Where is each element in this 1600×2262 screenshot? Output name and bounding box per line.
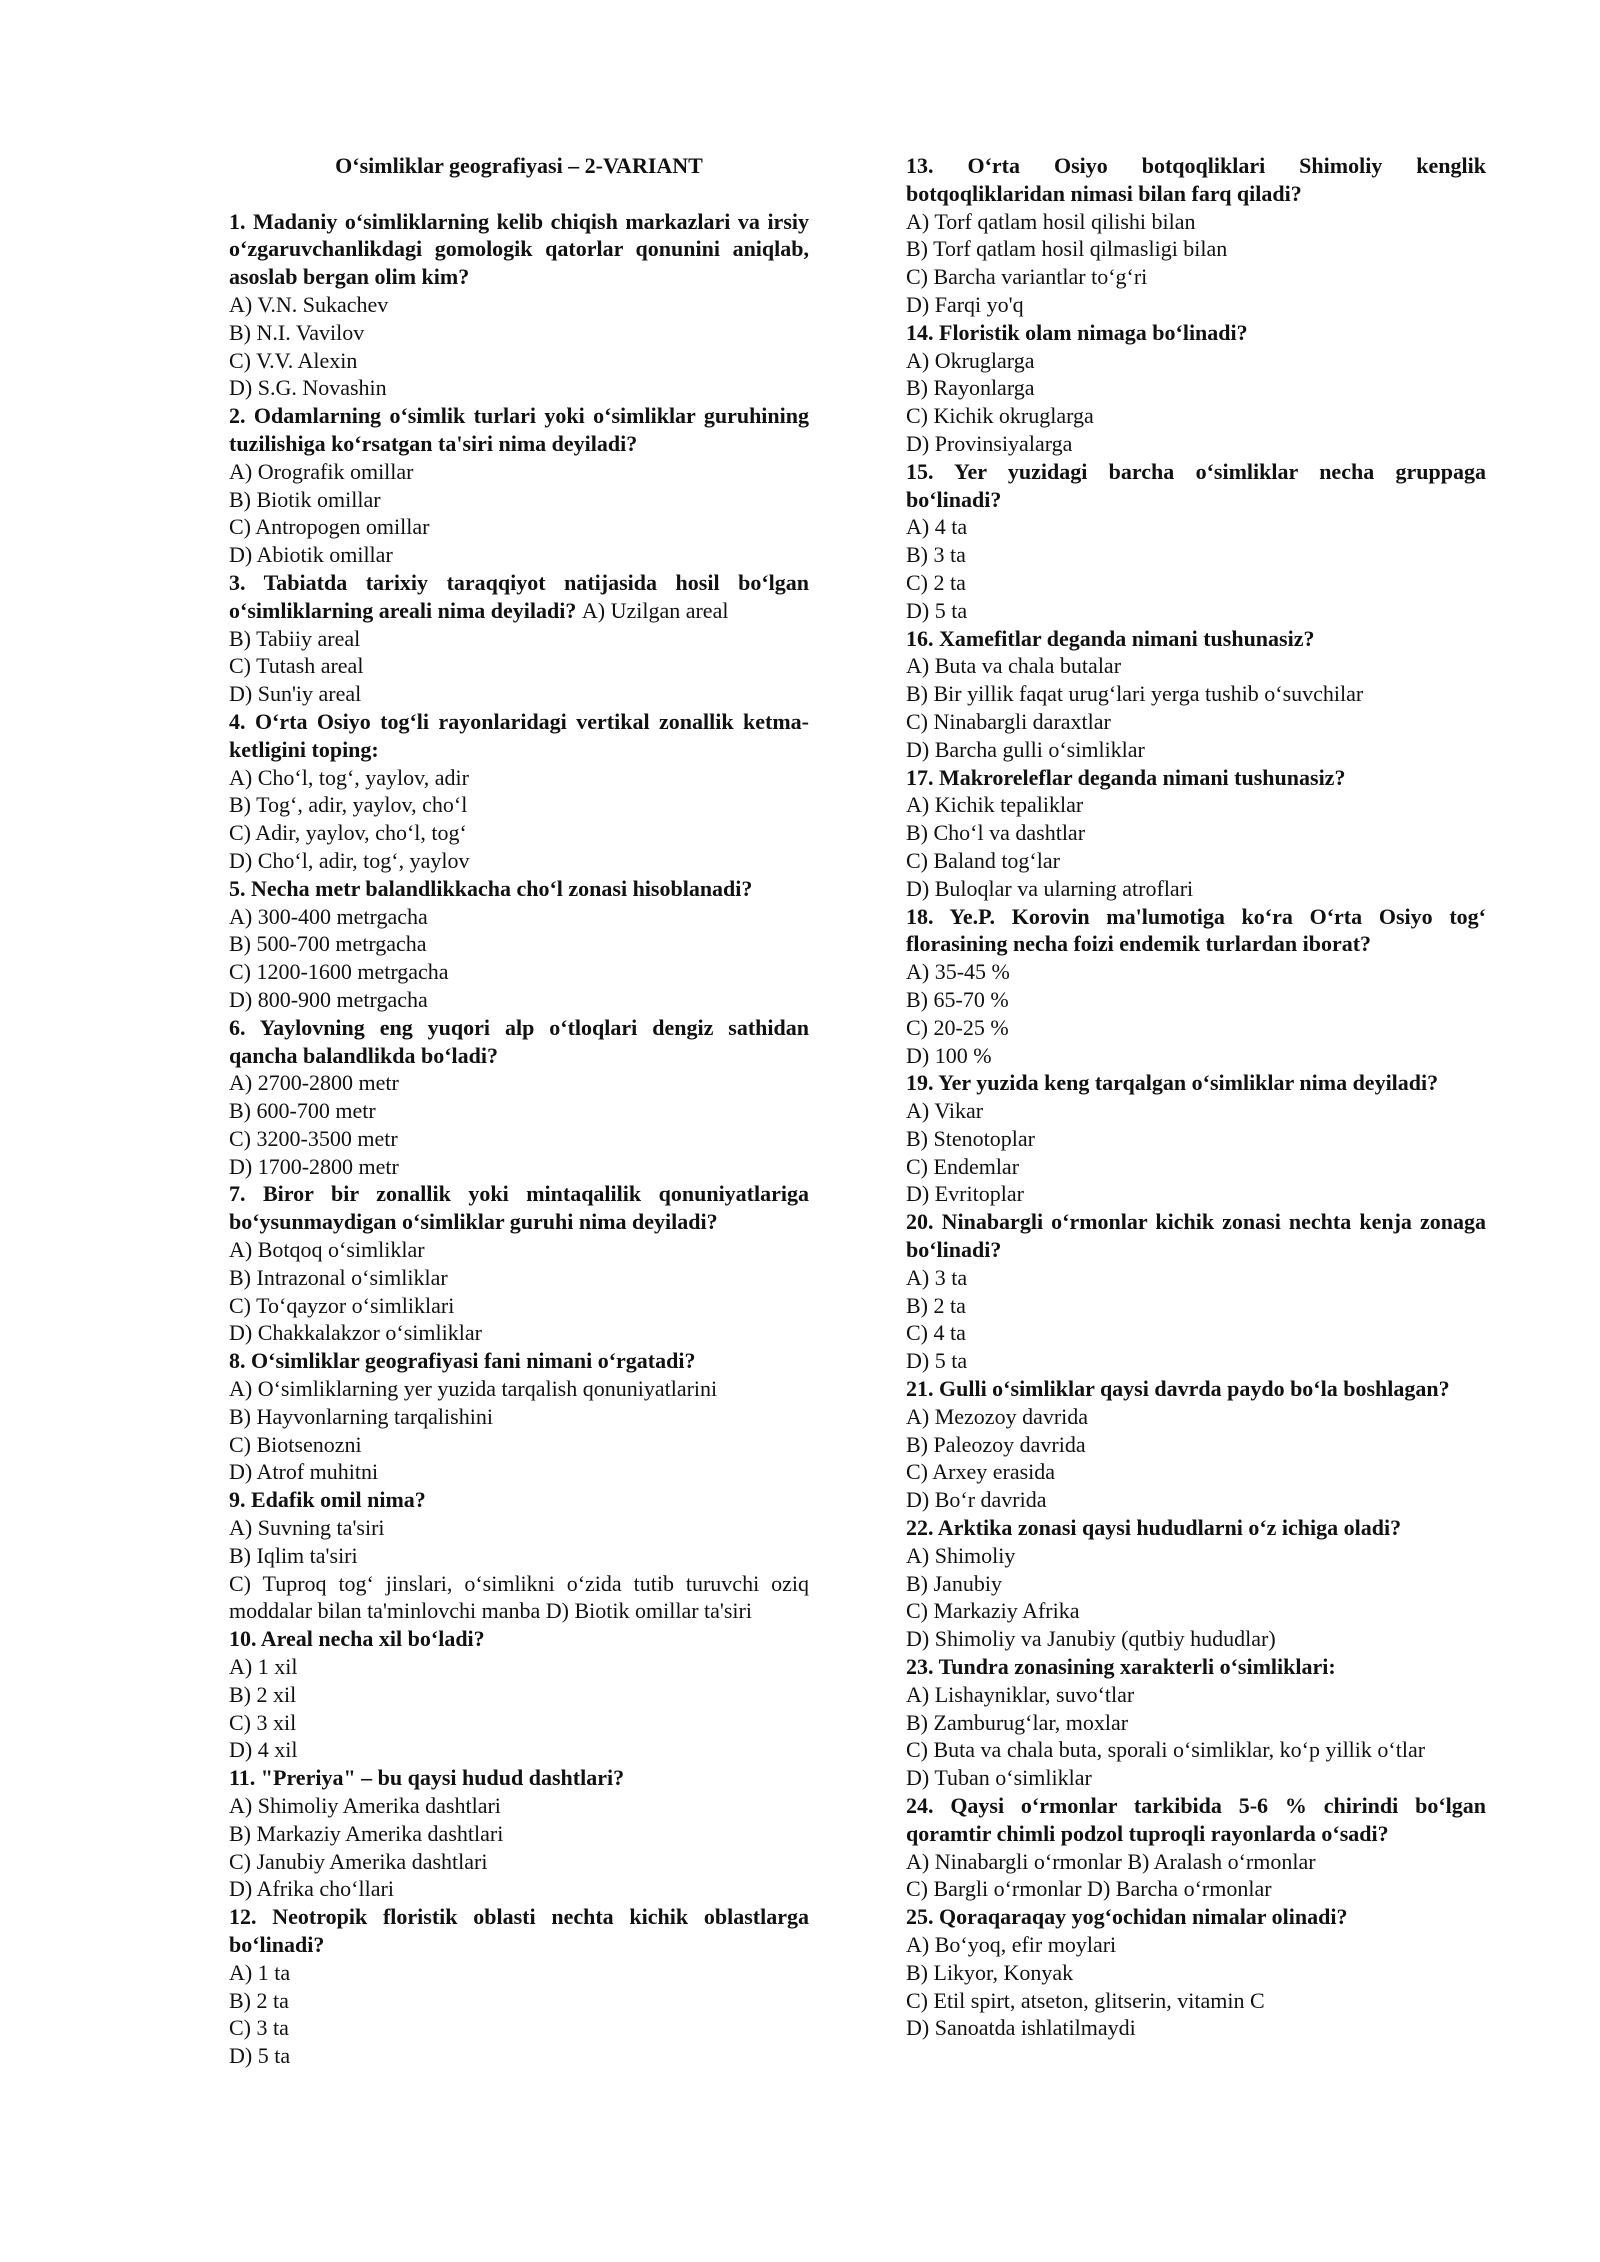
question-label: 9. Edafik omil nima? <box>229 1487 426 1513</box>
question-block <box>229 1625 809 1764</box>
question-block <box>229 569 809 708</box>
answer-option: D) Barcha gulli o‘simliklar <box>906 736 1145 762</box>
answer-option: C) Tutash areal <box>229 653 364 679</box>
question-text <box>906 1208 1486 1264</box>
question-label: 5. Necha metr balandlikkacha cho‘l zonasi hisoblanadi? <box>229 875 753 901</box>
question-label: 14. Floristik olam nimaga bo‘linadi? <box>906 319 1248 345</box>
question-label: 10. Areal necha xil bo‘ladi? <box>229 1626 485 1652</box>
answer-option: B) Cho‘l va dashtlar <box>906 820 1086 846</box>
answer-option: A) Buta va chala butalar <box>906 653 1122 679</box>
question-block <box>229 708 809 875</box>
answer-option: C) V.V. Alexin <box>229 347 358 373</box>
question-text <box>229 402 809 458</box>
answer-option: C) Kichik okruglarga <box>906 403 1094 429</box>
answer-option: B) 600-700 metr <box>229 1098 376 1124</box>
answer-option: A) 1 ta <box>229 1959 291 1985</box>
question-block <box>229 1764 809 1903</box>
question-label: 22. Arktika zonasi qaysi hududlarni o‘z ichiga oladi? <box>906 1515 1402 1541</box>
answer-option: A) Kichik tepaliklar <box>906 792 1084 818</box>
question-text <box>906 152 1486 208</box>
question-text <box>906 458 1486 514</box>
answer-option: B) Iqlim ta'siri <box>229 1542 358 1568</box>
answer-option: C) Ninabargli daraxtlar <box>906 708 1111 734</box>
question-label: 17. Makroreleflar deganda nimani tushunasiz? <box>906 764 1346 790</box>
question-text <box>229 708 809 764</box>
answer-option: C) Markaziy Afrika <box>906 1598 1080 1624</box>
question-block <box>906 764 1486 903</box>
question-text <box>906 1903 1486 1931</box>
question-label: 1. Madaniy o‘simliklarning kelib chiqish markazlari va irsiy o‘zgaruvchanlikdagi gomologik qatorlar qonunini aniqlab, asoslab bergan olim kim? <box>229 208 809 290</box>
question-label: 7. Biror bir zonallik yoki mintaqalilik qonuniyatlariga bo‘ysunmaydigan o‘simliklar guruhi nima deyiladi? <box>229 1181 809 1235</box>
answer-option: C) Antropogen omillar <box>229 514 430 540</box>
answer-option: D) Atrof muhitni <box>229 1459 379 1485</box>
question-text <box>906 1069 1486 1097</box>
answer-option: A) Cho‘l, tog‘, yaylov, adir <box>229 764 469 790</box>
question-block <box>906 1208 1486 1375</box>
answer-option: A) 35-45 % <box>906 959 1010 985</box>
question-label: 8. O‘simliklar geografiyasi fani nimani o‘rgatadi? <box>229 1348 696 1374</box>
answer-option: D) Sanoatda ishlatilmaydi <box>906 2015 1136 2041</box>
answer-option: B) Paleozoy davrida <box>906 1431 1086 1457</box>
question-block <box>906 152 1486 319</box>
answer-option: A) 4 ta <box>906 514 968 540</box>
answer-option: A) Suvning ta'siri <box>229 1515 385 1541</box>
answer-option: A) Botqoq o‘simliklar <box>229 1237 425 1263</box>
answer-option: B) Tabiiy areal <box>229 625 361 651</box>
answer-option: D) 800-900 metrgacha <box>229 986 428 1012</box>
answer-option: C) To‘qayzor o‘simliklari <box>229 1292 455 1318</box>
question-block <box>229 208 809 403</box>
question-text <box>229 1764 809 1792</box>
question-label: 24. Qaysi o‘rmonlar tarkibida 5-6 % chirindi bo‘lgan qoramtir chimli podzol tuproqli rayonlarda o‘sadi? <box>906 1793 1486 1846</box>
answer-option: A) Orografik omillar <box>229 458 414 484</box>
question-block <box>906 319 1486 458</box>
question-text <box>906 764 1486 792</box>
question-block <box>906 1514 1486 1653</box>
answer-option: C) 20-25 % <box>906 1014 1009 1040</box>
question-text <box>229 569 809 625</box>
question-text <box>229 208 809 291</box>
answer-option: B) Biotik omillar <box>229 486 381 512</box>
answer-option: A) Okruglarga <box>906 347 1035 373</box>
answer-option: B) Stenotoplar <box>906 1125 1035 1151</box>
question-text <box>906 1653 1486 1681</box>
answer-option: A) Shimoliy Amerika dashtlari <box>229 1793 501 1819</box>
answer-option: A) 2700-2800 metr <box>229 1070 399 1096</box>
answer-option: D) Sun'iy areal <box>229 681 362 707</box>
question-block <box>906 458 1486 625</box>
question-block <box>229 1486 809 1625</box>
question-label: 4. O‘rta Osiyo tog‘li rayonlaridagi vertikal zonallik ketma-ketligini toping: <box>229 708 809 762</box>
answer-option: B) 65-70 % <box>906 986 1009 1012</box>
answer-option: A) 300-400 metrgacha <box>229 903 428 929</box>
answer-option: C) Bargli o‘rmonlar D) Barcha o‘rmonlar <box>906 1876 1272 1902</box>
answer-option: B) Hayvonlarning tarqalishini <box>229 1403 493 1429</box>
question-text <box>229 1347 809 1375</box>
answer-option: C) Biotsenozni <box>229 1431 362 1457</box>
question-block <box>906 1903 1486 2042</box>
question-text <box>229 1014 809 1070</box>
answer-option: D) 5 ta <box>906 597 968 623</box>
answer-option: A) Bo‘yoq, efir moylari <box>906 1932 1117 1957</box>
answer-option: A) Mezozoy davrida <box>906 1403 1089 1429</box>
answer-option: D) Evritoplar <box>906 1181 1024 1207</box>
answer-option: A) O‘simliklarning yer yuzida tarqalish qonuniyatlarini <box>229 1376 718 1402</box>
answer-option: D) Buloqlar va ularning atroflari <box>906 875 1194 901</box>
question-block <box>229 402 809 569</box>
answer-option: B) Torf qatlam hosil qilmasligi bilan <box>906 236 1228 262</box>
answer-option: C) Janubiy Amerika dashtlari <box>229 1848 488 1874</box>
question-block <box>229 1180 809 1347</box>
question-text <box>906 903 1486 959</box>
question-block <box>229 875 809 1014</box>
answer-option: C) 3200-3500 metr <box>229 1125 398 1151</box>
question-block <box>906 1069 1486 1208</box>
question-block <box>906 1375 1486 1514</box>
answer-option: B) Tog‘, adir, yaylov, cho‘l <box>229 792 468 818</box>
answer-option: D) 4 xil <box>229 1737 298 1763</box>
answer-option: C) 1200-1600 metrgacha <box>229 959 449 985</box>
answer-option: C) 3 xil <box>229 1709 297 1735</box>
right-column <box>906 152 1486 2042</box>
answer-option: D) Abiotik omillar <box>229 542 393 568</box>
answer-option: D) 5 ta <box>906 1348 968 1374</box>
question-text <box>906 625 1486 653</box>
answer-option: A) Ninabargli o‘rmonlar B) Aralash o‘rmonlar <box>906 1848 1316 1874</box>
answer-option: B) Janubiy <box>906 1570 1002 1596</box>
left-column <box>229 152 809 2070</box>
answer-option: C) Adir, yaylov, cho‘l, tog‘ <box>229 820 467 846</box>
answer-option: D) Provinsiyalarga <box>906 430 1073 456</box>
answer-option: A) Vikar <box>906 1098 984 1124</box>
question-text <box>229 1903 809 1959</box>
answer-option: D) 5 ta <box>229 2043 291 2069</box>
answer-option: A) 3 ta <box>906 1264 968 1290</box>
answer-option: B) 2 xil <box>229 1681 297 1707</box>
answer-option: C) Tuproq tog‘ jinslari, o‘simlikni o‘zida tutib turuvchi oziq moddalar bilan ta'minlovchi manba D) Biotik omillar ta'siri <box>229 1570 809 1624</box>
answer-option: A) Uzilgan areal <box>581 597 729 623</box>
question-block <box>229 1014 809 1181</box>
answer-option: A) Shimoliy <box>906 1542 1016 1568</box>
question-label: 13. O‘rta Osiyo botqoqliklari Shimoliy kenglik botqoqliklaridan nimasi bilan farq qiladi? <box>906 153 1486 206</box>
question-label: 2. Odamlarning o‘simlik turlari yoki o‘simliklar guruhining tuzilishiga ko‘rsatgan ta'siri nima deyiladi? <box>229 403 809 456</box>
question-text <box>906 1375 1486 1403</box>
answer-option: B) Rayonlarga <box>906 375 1035 401</box>
question-block <box>229 1347 809 1486</box>
question-label: 25. Qoraqaraqay yog‘ochidan nimalar olinadi? <box>906 1904 1348 1930</box>
answer-option: B) Intrazonal o‘simliklar <box>229 1264 448 1290</box>
question-label: 18. Ye.P. Korovin ma'lumotiga ko‘ra O‘rta Osiyo tog‘ florasining necha foizi endemik turlardan iborat? <box>906 903 1486 957</box>
question-text <box>229 875 809 903</box>
answer-option: B) 2 ta <box>906 1292 966 1318</box>
answer-option: B) Likyor, Konyak <box>906 1959 1074 1985</box>
question-label: 6. Yaylovning eng yuqori alp o‘tloqlari dengiz sathidan qancha balandlikda bo‘ladi? <box>229 1014 809 1068</box>
answer-option: D) Bo‘r davrida <box>906 1487 1047 1513</box>
question-text <box>229 1486 809 1514</box>
question-text <box>229 1180 809 1236</box>
answer-option: B) 2 ta <box>229 1987 289 2013</box>
question-label: 19. Yer yuzida keng tarqalgan o‘simliklar nima deyiladi? <box>906 1070 1439 1096</box>
question-label: 3. Tabiatda tarixiy taraqqiyot natijasida hosil bo‘lgan o‘simliklarning areali nima deyiladi? <box>229 569 809 623</box>
answer-option: C) 4 ta <box>906 1320 966 1346</box>
answer-option: D) 1700-2800 metr <box>229 1153 399 1179</box>
question-block <box>906 625 1486 764</box>
question-label: 20. Ninabargli o‘rmonlar kichik zonasi nechta kenja zonaga bo‘linadi? <box>906 1209 1486 1263</box>
answer-option: A) V.N. Sukachev <box>229 291 389 317</box>
question-block <box>229 1903 809 2070</box>
question-label: 11. "Preriya" – bu qaysi hudud dashtlari? <box>229 1765 625 1791</box>
question-label: 16. Xamefitlar deganda nimani tushunasiz? <box>906 625 1315 651</box>
answer-option: C) Barcha variantlar to‘g‘ri <box>906 264 1148 290</box>
answer-option: B) Bir yillik faqat urug‘lari yerga tushib o‘suvchilar <box>906 681 1364 707</box>
answer-option: C) 3 ta <box>229 2015 289 2041</box>
answer-option: A) 1 xil <box>229 1654 298 1680</box>
question-label: 12. Neotropik floristik oblasti nechta kichik oblastlarga bo‘linadi? <box>229 1904 809 1957</box>
question-label: 21. Gulli o‘simliklar qaysi davrda paydo bo‘la boshlagan? <box>906 1376 1450 1402</box>
question-label: 15. Yer yuzidagi barcha o‘simliklar necha gruppaga bo‘linadi? <box>906 458 1486 512</box>
answer-option: B) N.I. Vavilov <box>229 319 365 345</box>
answer-option: D) Chakkalakzor o‘simliklar <box>229 1320 482 1346</box>
answer-option: C) Endemlar <box>906 1153 1020 1179</box>
answer-option: C) 2 ta <box>906 569 966 595</box>
answer-option: D) Afrika cho‘llari <box>229 1876 394 1902</box>
answer-option: C) Etil spirt, atseton, glitserin, vitamin C <box>906 1987 1265 2013</box>
answer-option: C) Baland tog‘lar <box>906 847 1060 873</box>
answer-option: D) Shimoliy va Janubiy (qutbiy hududlar) <box>906 1626 1276 1652</box>
question-block <box>906 1653 1486 1792</box>
answer-option: C) Arxey erasida <box>906 1459 1056 1485</box>
answer-option: D) 100 % <box>906 1042 992 1068</box>
answer-option: B) Zamburug‘lar, moxlar <box>906 1709 1129 1735</box>
answer-option: A) Lishayniklar, suvo‘tlar <box>906 1681 1135 1707</box>
answer-option: D) Farqi yo'q <box>906 291 1024 317</box>
question-text <box>906 1514 1486 1542</box>
question-label: 23. Tundra zonasining xarakterli o‘simliklari: <box>906 1654 1336 1680</box>
answer-option: A) Torf qatlam hosil qilishi bilan <box>906 208 1196 234</box>
answer-option: B) 500-700 metrgacha <box>229 931 427 957</box>
question-block <box>906 903 1486 1070</box>
question-text <box>906 319 1486 347</box>
answer-option: D) Cho‘l, adir, tog‘, yaylov <box>229 847 470 873</box>
answer-option: D) Tuban o‘simliklar <box>906 1765 1092 1791</box>
question-text <box>906 1792 1486 1848</box>
answer-option: B) 3 ta <box>906 542 966 568</box>
answer-option: C) Buta va chala buta, sporali o‘simliklar, ko‘p yillik o‘tlar <box>906 1737 1426 1763</box>
question-block <box>906 1792 1486 1903</box>
answer-option: D) S.G. Novashin <box>229 375 387 401</box>
page-title: O‘simliklar geografiyasi – 2-VARIANT <box>335 153 703 178</box>
answer-option: B) Markaziy Amerika dashtlari <box>229 1820 504 1846</box>
question-text <box>229 1625 809 1653</box>
